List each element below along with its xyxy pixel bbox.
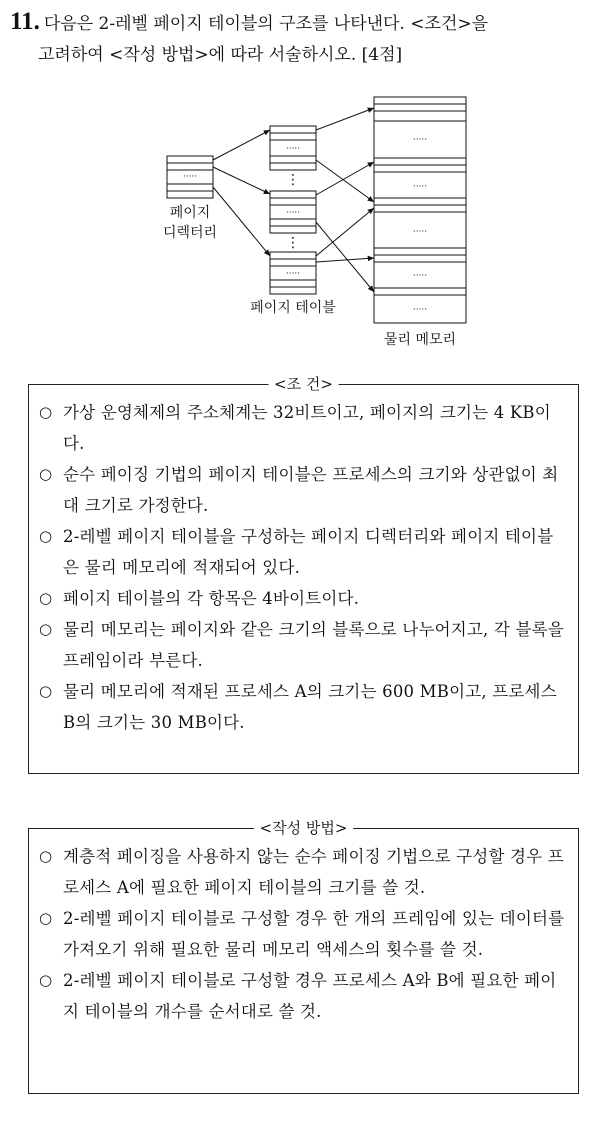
bullet-icon: ○ [39, 971, 53, 989]
arrow-pt2-to-mem-a [316, 162, 374, 195]
memory-dots-2: ····· [412, 182, 428, 192]
bullet-icon: ○ [39, 847, 53, 865]
bullet-icon: ○ [39, 620, 53, 638]
arrow-pt3-to-mem-b [316, 258, 374, 262]
page-directory-label-2: 디렉터리 [162, 225, 218, 241]
page-table-2 [270, 191, 316, 233]
vdots-1: ⋮ [286, 172, 300, 188]
memory-dots-1: ····· [412, 135, 428, 145]
two-level-page-table-diagram [0, 80, 606, 360]
vdots-2: ⋮ [286, 235, 300, 251]
page-table-label: 페이지 테이블 [250, 300, 336, 316]
physical-memory-label: 물리 메모리 [383, 332, 457, 348]
condition-item: ○ 순수 페이징 기법의 페이지 테이블은 프로세스의 크기와 상관없이 최대 크기로 가정한다. [29, 459, 578, 521]
conditions-list [29, 397, 578, 738]
page-table-3-dots: ····· [285, 269, 301, 279]
memory-dots-5: ····· [412, 305, 428, 315]
condition-item: ○ 물리 메모리에 적재된 프로세스 A의 크기는 600 MB이고, 프로세스 B의 크기는 30 MB이다. [29, 676, 578, 738]
bullet-icon: ○ [39, 403, 53, 421]
conditions-title: <조 건> [268, 373, 339, 395]
bullet-icon: ○ [39, 465, 53, 483]
question-text-line-1: 다음은 2-레벨 페이지 테이블의 구조를 나타낸다. <조건>을 [43, 14, 489, 34]
arrow-dir-to-pt1 [213, 130, 270, 160]
page-table-1-dots: ····· [285, 144, 301, 154]
bullet-icon: ○ [39, 909, 53, 927]
arrow-dir-to-pt3 [213, 187, 270, 256]
method-item: ○ 2-레벨 페이지 테이블로 구성할 경우 한 개의 프레임에 있는 데이터를 가져오기 위해 필요한 물리 메모리 액세스의 횟수를 쓸 것. [29, 903, 578, 965]
page-table-3 [270, 252, 316, 294]
arrow-dir-to-pt2 [213, 167, 270, 194]
question-text-line-2: 고려하여 <작성 방법>에 따라 서술하시오. [4점] [38, 45, 403, 65]
bullet-icon: ○ [39, 527, 53, 545]
page-table-2-dots: ····· [285, 208, 301, 218]
directory-dots: ····· [182, 172, 198, 182]
condition-item: ○ 가상 운영체제의 주소체계는 32비트이고, 페이지의 크기는 4 KB이다. [29, 397, 578, 459]
condition-item: ○ 페이지 테이블의 각 항목은 4바이트이다. [29, 583, 578, 614]
method-list [29, 841, 578, 1027]
method-item: ○ 계층적 페이징을 사용하지 않는 순수 페이징 기법으로 구성할 경우 프로세스 A에 필요한 페이지 테이블의 크기를 쓸 것. [29, 841, 578, 903]
page-directory-label-1: 페이지 [169, 205, 211, 221]
page-directory-table [167, 156, 213, 198]
memory-dots-3: ····· [412, 227, 428, 237]
page-table-1 [270, 126, 316, 170]
physical-memory [374, 97, 466, 323]
arrow-pt1-to-mem-b [316, 160, 374, 202]
conditions-box [28, 375, 579, 774]
condition-item: ○ 물리 메모리는 페이지와 같은 크기의 블록으로 나누어지고, 각 블록을 프레임이라 부른다. [29, 614, 578, 676]
method-box [28, 819, 579, 1094]
bullet-icon: ○ [39, 682, 53, 700]
method-title: <작성 방법> [254, 817, 354, 839]
question-number: 11. [10, 8, 40, 35]
memory-dots-4: ····· [412, 271, 428, 281]
arrow-pt1-to-mem-a [316, 108, 374, 130]
method-item: ○ 2-레벨 페이지 테이블로 구성할 경우 프로세스 A와 B에 필요한 페이지 테이블의 개수를 순서대로 쓸 것. [29, 965, 578, 1027]
question-stem [10, 6, 600, 71]
bullet-icon: ○ [39, 589, 53, 607]
condition-item: ○ 2-레벨 페이지 테이블을 구성하는 페이지 디렉터리와 페이지 테이블은 물리 메모리에 적재되어 있다. [29, 521, 578, 583]
